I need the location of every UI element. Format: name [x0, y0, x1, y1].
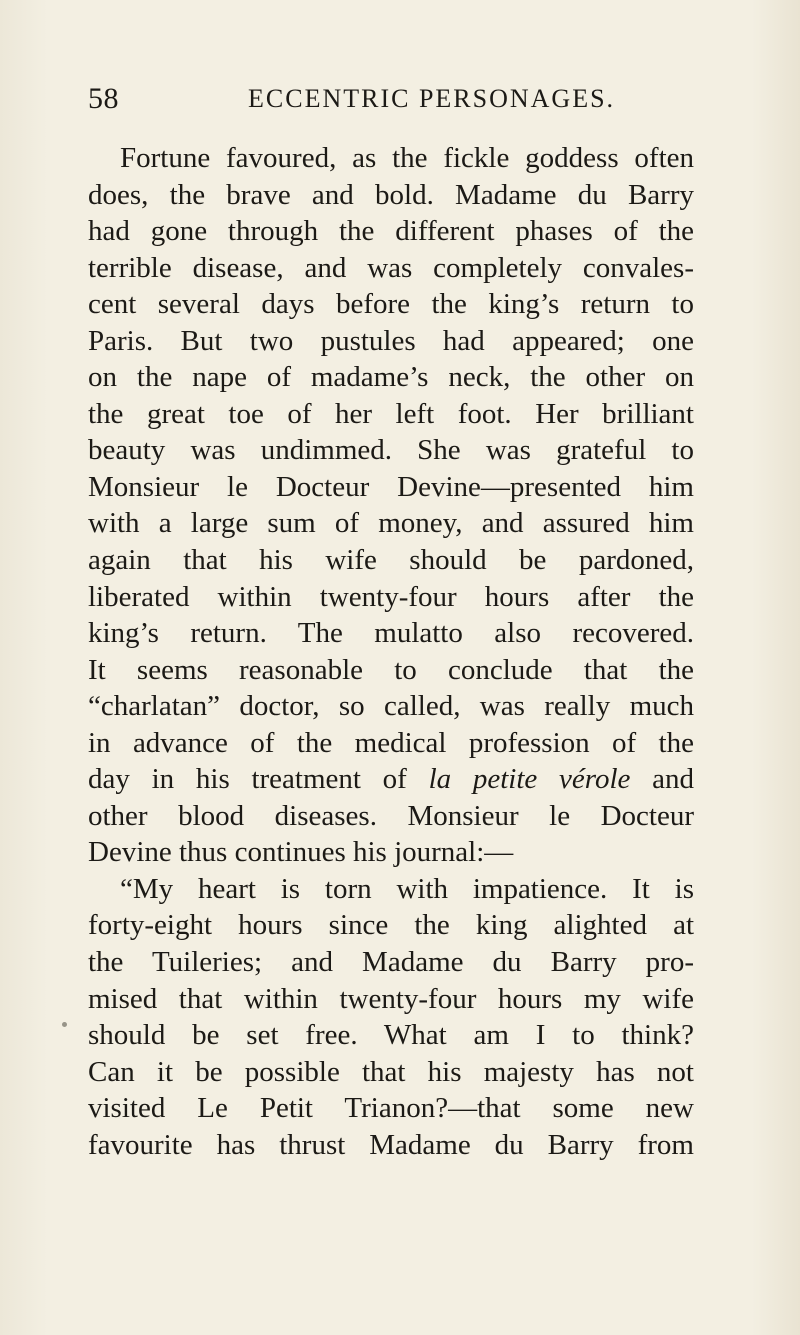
text-line: favourite has thrust Madame du Barry from	[88, 1128, 694, 1161]
text-line-with-italic	[88, 761, 694, 798]
text-line: in advance of the medical profession of the	[88, 726, 694, 759]
text-line: the great toe of her left foot. Her brilliant	[88, 397, 694, 430]
text-line: other blood diseases. Monsieur le Docteur	[88, 799, 694, 832]
text-line: visited Le Petit Trianon?—that some new	[88, 1092, 694, 1125]
text-line: should be set free. What am I to think?	[88, 1019, 694, 1052]
text-line: with a large sum of money, and assured him	[88, 507, 694, 540]
italic-phrase: la petite vérole	[428, 763, 631, 796]
page-number: 58	[88, 82, 119, 115]
text-line: does, the brave and bold. Madame du Barry	[88, 178, 694, 211]
text-line: “charlatan” doctor, so called, was really much	[88, 690, 694, 723]
text-line: king’s return. The mulatto also recovered.	[88, 617, 694, 650]
text-line: on the nape of madame’s neck, the other on	[88, 361, 694, 394]
text-line: beauty was undimmed. She was grateful to	[88, 434, 694, 467]
text-line: It seems reasonable to conclude that the	[88, 653, 694, 686]
running-head	[88, 82, 688, 122]
text-line: Devine thus continues his journal:—	[88, 836, 514, 869]
text-line: mised that within twenty-four hours my wife	[88, 982, 694, 1015]
text-line: the Tuileries; and Madame du Barry pro-	[88, 946, 694, 979]
text-line: Fortune favoured, as the fickle goddess often	[120, 142, 694, 174]
text-line: liberated within twenty-four hours after the	[88, 580, 694, 613]
text-line: had gone through the different phases of the	[88, 215, 694, 248]
text-segment: and	[630, 763, 694, 796]
text-line: Can it be possible that his majesty has not	[88, 1055, 694, 1088]
text-line: cent several days before the king’s return to	[88, 288, 694, 321]
running-title: ECCENTRIC PERSONAGES.	[248, 84, 616, 113]
body-text	[88, 140, 694, 1163]
text-line: Monsieur le Docteur Devine—presented him	[88, 470, 694, 503]
text-segment: day in his treatment of	[88, 763, 429, 796]
text-line: terrible disease, and was completely convales-	[88, 251, 694, 284]
margin-mark	[62, 1022, 67, 1027]
text-line: “My heart is torn with impatience. It is	[120, 872, 694, 905]
text-line: Paris. But two pustules had appeared; one	[88, 324, 694, 357]
text-line: forty-eight hours since the king alighted at	[88, 909, 694, 942]
text-line: again that his wife should be pardoned,	[88, 544, 694, 577]
